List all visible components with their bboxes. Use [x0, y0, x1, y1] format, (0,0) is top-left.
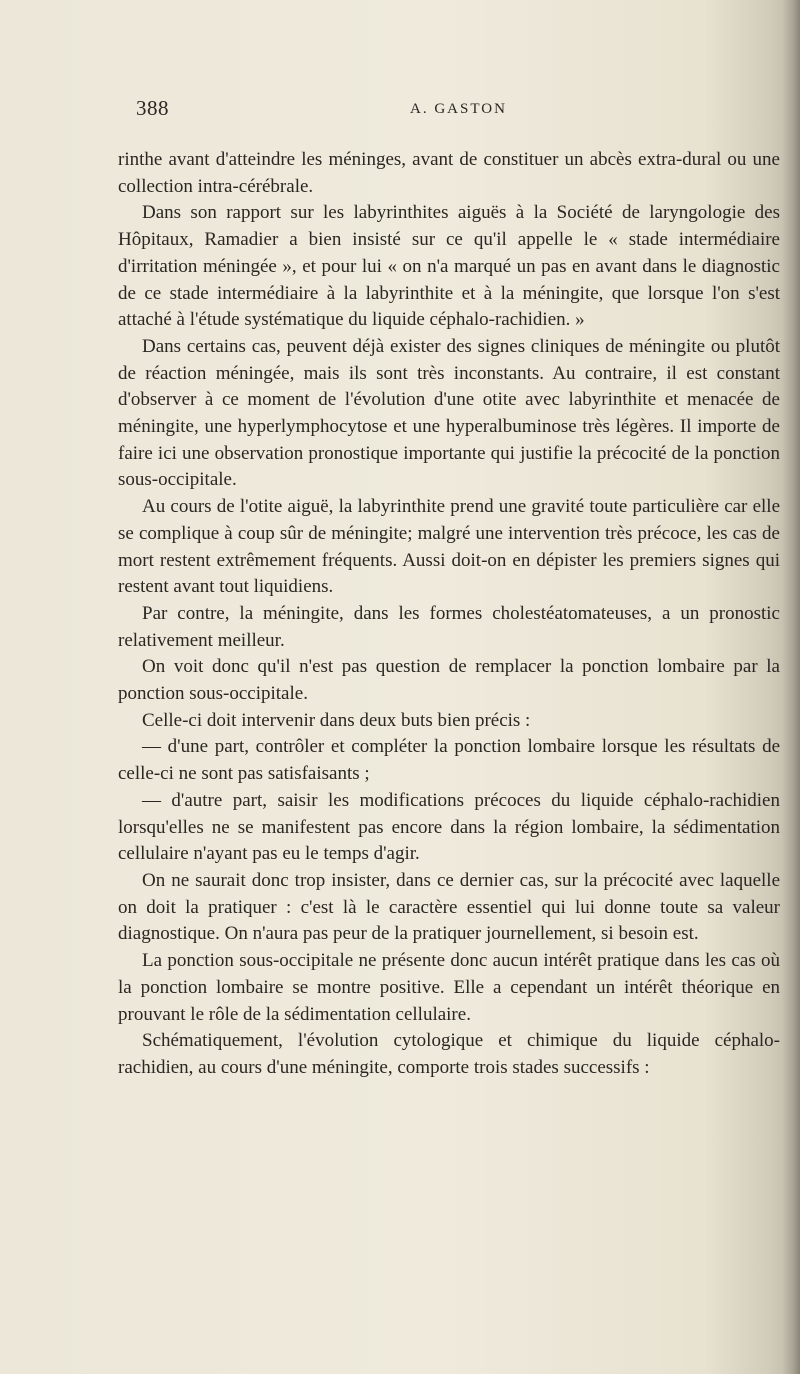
- running-head: A. GASTON: [410, 101, 507, 117]
- paragraph-10: On ne saurait donc trop insister, dans ce dernier cas, sur la précocité avec laquelle on doit la pratiquer : c'est là le caractère essentiel qui lui donne toute sa valeur diagnostique. On n'aura pas peur de la pratiquer journellement, si besoin est.: [118, 869, 780, 945]
- paragraph-12: Schématiquement, l'évolution cytologique et chimique du liquide céphalo-rachidien, au cours d'une méningite, comporte trois stades successifs :: [118, 1030, 780, 1078]
- paragraph-8: — d'une part, contrôler et compléter la ponction lombaire lorsque les résultats de celle-ci ne sont pas satisfaisants ;: [118, 736, 780, 785]
- body-text: [118, 147, 780, 1082]
- paragraph-1: rinthe avant d'atteindre les méninges, avant de constituer un abcès extra-dural ou une collection intra-cérébrale.: [118, 149, 780, 197]
- paragraph-11: La ponction sous-occipitale ne présente donc aucun intérêt pratique dans les cas où la ponction lombaire se montre positive. Elle a cependant un intérêt théorique en prouvant le rôle de la sédimentation cellulaire.: [118, 950, 780, 1025]
- paragraph-6: On voit donc qu'il n'est pas question de remplacer la ponction lombaire par la ponction sous-occipitale.: [118, 656, 780, 705]
- paragraph-2: Dans son rapport sur les labyrinthites aiguës à la Société de laryngologie des Hôpitaux, Ramadier a bien insisté sur ce qu'il appelle le « stade intermédiaire d'irritation méningée », et pour lui « on n'a marqué un pas en avant dans le diagnostic de ce stade intermédiaire à la labyrinthite et à la méningite, que lorsque l'on s'est attaché à l'étude systématique du liquide céphalo-rachidien. »: [118, 202, 780, 331]
- page-number: 388: [136, 96, 169, 120]
- paragraph-9: — d'autre part, saisir les modifications précoces du liquide céphalo-rachidien lorsqu'elles ne se manifestent pas encore dans la région lombaire, la sédimentation cellulaire n'ayant pas eu le temps d'agir.: [118, 789, 780, 865]
- paragraph-7: Celle-ci doit intervenir dans deux buts bien précis :: [142, 709, 531, 731]
- page-header: [136, 96, 776, 126]
- paragraph-3: Dans certains cas, peuvent déjà exister des signes cliniques de méningite ou plutôt de réaction méningée, mais ils sont très inconstants. Au contraire, il est constant d'observer à ce moment de l'évolution d'une otite avec labyrinthite et menacée de méningite, une hyperlymphocytose et une hyperalbuminose très légères. Il importe de faire ici une observation pronostique importante qui justifie la précocité de la ponction sous-occipitale.: [118, 335, 780, 491]
- page-edge-shadow: [782, 0, 800, 1374]
- paragraph-4: Au cours de l'otite aiguë, la labyrinthite prend une gravité toute particulière car elle se complique à coup sûr de méningite; malgré une intervention très précoce, les cas de mort restent extrêmement fréquents. Aussi doit-on en dépister les premiers signes qui restent avant tout liquidiens.: [118, 496, 780, 598]
- paragraph-5: Par contre, la méningite, dans les formes cholestéatomateuses, a un pronostic relativement meilleur.: [118, 602, 780, 651]
